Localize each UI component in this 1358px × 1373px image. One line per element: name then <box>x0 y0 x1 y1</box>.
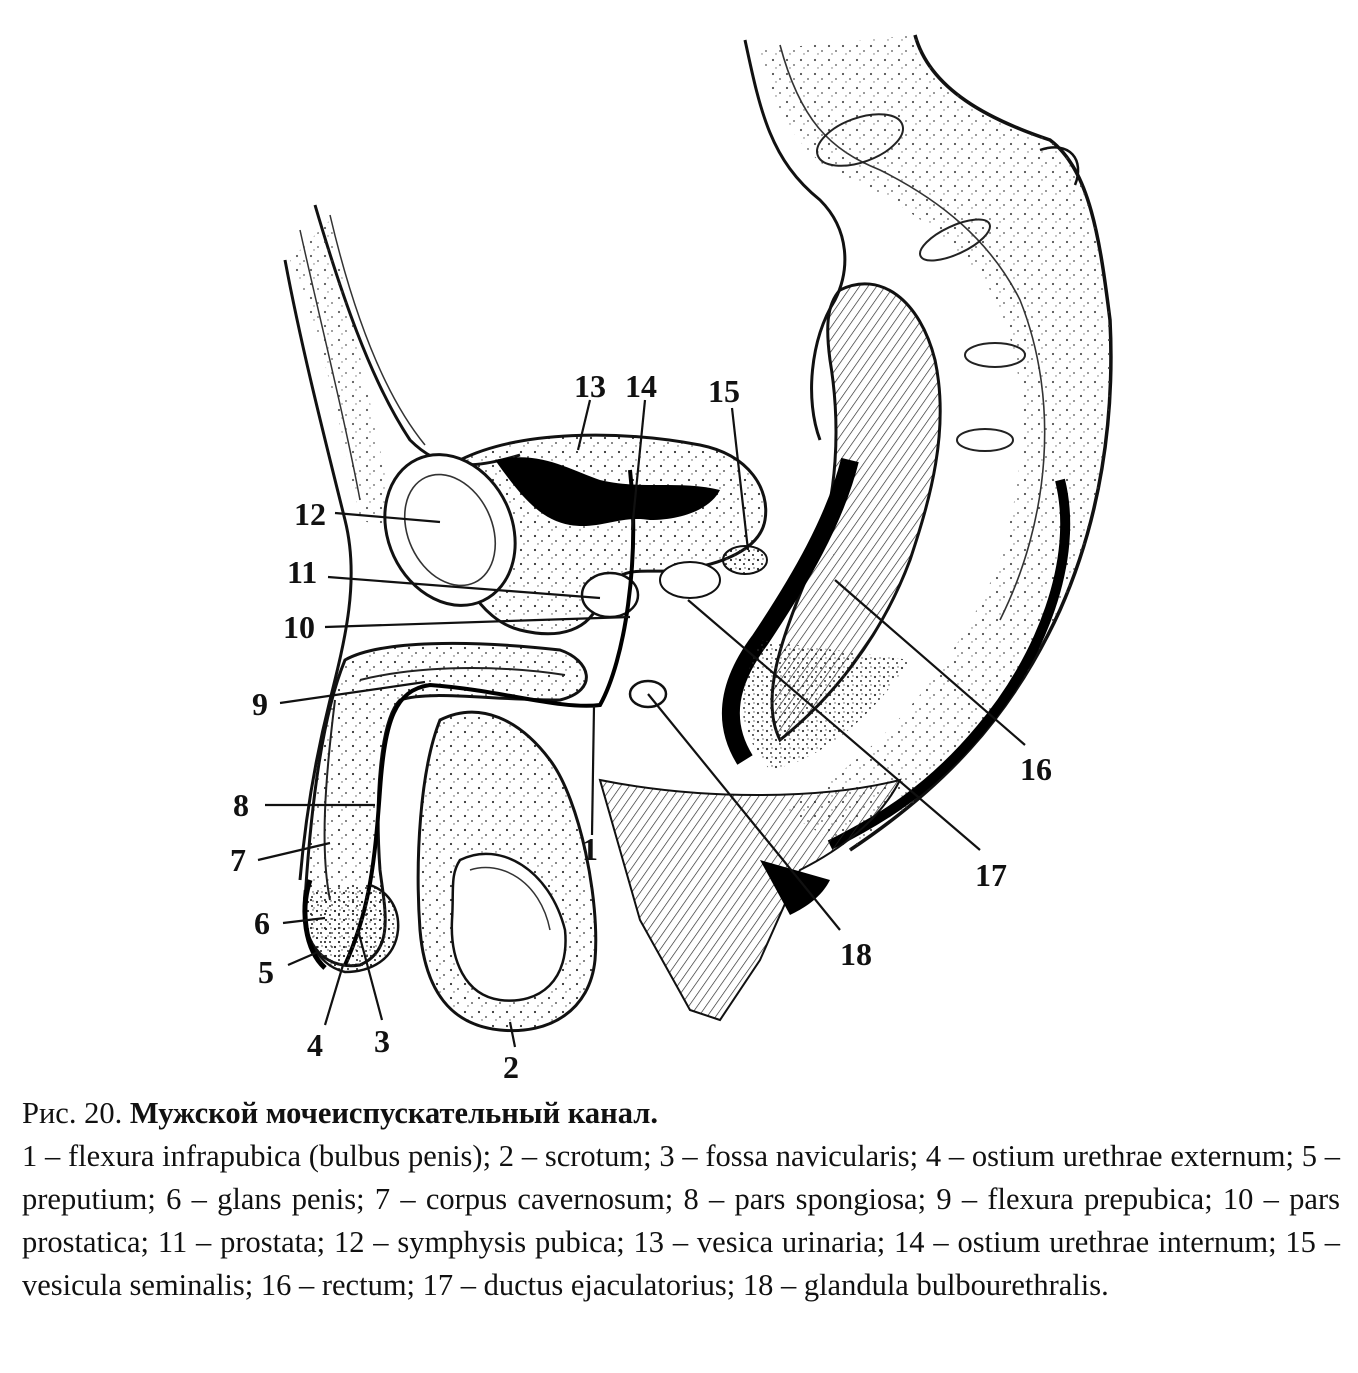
label-2: 2 <box>503 1049 519 1085</box>
label-13: 13 <box>574 368 606 404</box>
label-15: 15 <box>708 373 740 409</box>
label-8: 8 <box>233 787 249 823</box>
figure-caption <box>22 1092 1340 1307</box>
label-16: 16 <box>1020 751 1052 787</box>
label-12: 12 <box>294 496 326 532</box>
caption-title-line <box>22 1092 1340 1135</box>
label-5: 5 <box>258 954 274 990</box>
label-11: 11 <box>287 554 318 590</box>
label-17: 17 <box>975 857 1007 893</box>
perineal-muscles <box>600 780 900 1020</box>
leader-1 <box>592 706 594 835</box>
caption-legend: 1 – flexura infrapubica (bulbus penis); 2 – scrotum; 3 – fossa navicularis; 4 – ostium urethrae externum; 5 – preputium; 6 – glans penis; 7 – corpus cavernosum; 8 – pars spongiosa; 9 – flexura prepubica; 10 – pars prostatica; 11 – prostata; 12 – symphysis pubica; 13 – vesica urinaria; 14 – ostium urethrae internum; 15 – vesicula seminalis; 16 – rectum; 17 – ductus ejaculatorius; 18 – glandula bulbourethralis. <box>22 1139 1340 1302</box>
label-7: 7 <box>230 842 246 878</box>
caption-prefix: Рис. 20. <box>22 1096 123 1130</box>
leader-4 <box>325 965 343 1025</box>
label-10: 10 <box>283 609 315 645</box>
scrotum <box>418 712 596 1030</box>
label-3: 3 <box>374 1023 390 1059</box>
label-14: 14 <box>625 368 657 404</box>
label-1: 1 <box>582 831 598 867</box>
label-9: 9 <box>252 686 268 722</box>
label-6: 6 <box>254 905 270 941</box>
leader-5 <box>288 952 318 965</box>
label-18: 18 <box>840 936 872 972</box>
label-4: 4 <box>307 1027 323 1063</box>
caption-title: Мужской мочеиспускательный канал. <box>129 1096 658 1130</box>
